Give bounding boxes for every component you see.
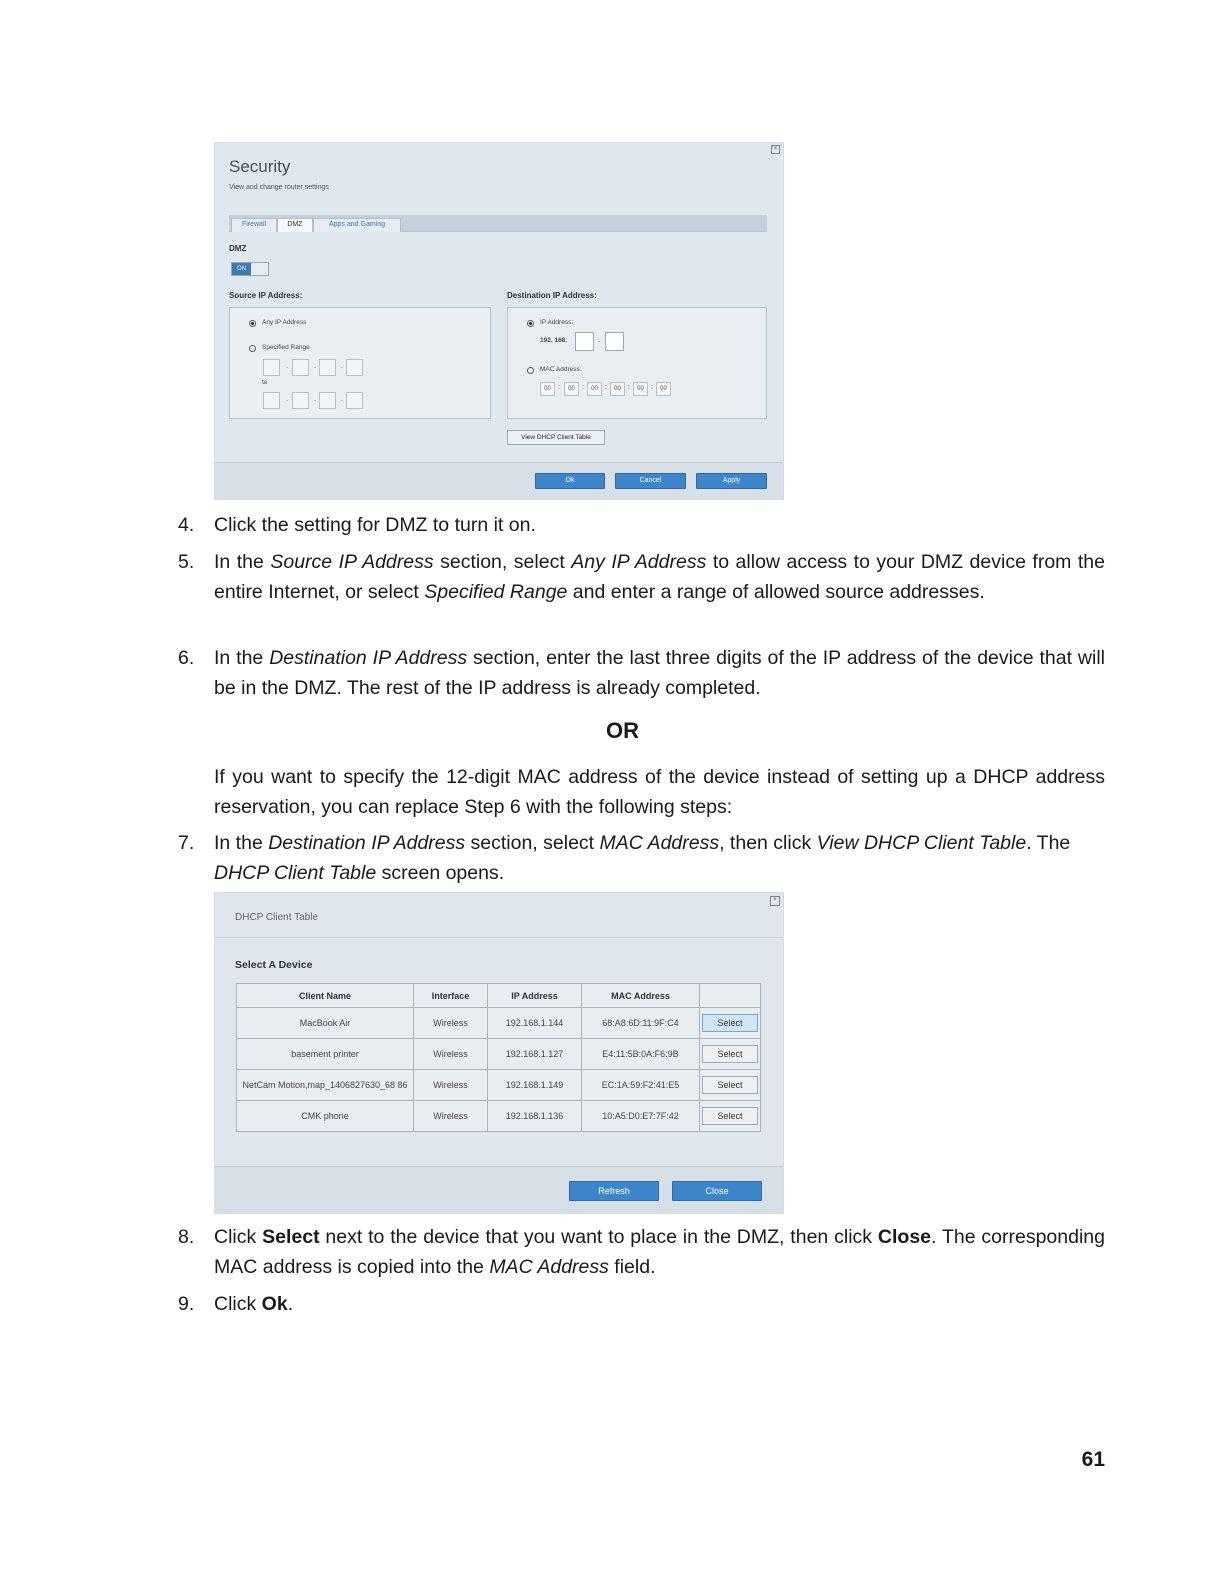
interface: Wireless [414,1008,488,1039]
range-start-octet-1[interactable] [263,359,280,376]
range-start-octet-4[interactable] [346,359,363,376]
step-text: In the Destination IP Address section, select MAC Address, then click View DHCP Client Table. The DHCP Client Table screen opens. [214,832,1071,884]
ip-address-label: IP Address: [540,319,574,326]
client-name: CMK phone [237,1101,414,1132]
step-number: 4. [178,514,195,536]
step-number: 6. [178,647,195,669]
client-name: basement printer [237,1039,414,1070]
mac-address: EC:1A:59:F2:41:E5 [582,1070,700,1101]
interface: Wireless [414,1070,488,1101]
to-label: to [262,379,268,386]
security-dialog-screenshot [214,142,784,500]
step-text: In the Destination IP Address section, enter the last three digits of the IP address of the device that will be in the DMZ. The rest of the IP address is already completed. [214,647,1106,699]
dmz-toggle[interactable] [231,262,269,276]
range-start-octet-3[interactable] [319,359,336,376]
alternative-paragraph: If you want to specify the 12-digit MAC address of the device instead of setting up a DHCP address reservation, you can replace Step 6 with the following steps: [214,766,1105,818]
table-row [237,1101,761,1132]
toggle-on-label: ON [232,263,251,275]
dialog-subtitle: View and change router settings [229,184,329,191]
step-number: 9. [178,1293,195,1315]
any-ip-label: Any IP Address [262,319,307,326]
specified-range-label: Specified Range [262,344,310,351]
select-button[interactable]: Select [702,1107,758,1125]
column-header: IP Address [488,984,582,1008]
select-button[interactable]: Select [702,1014,758,1032]
mac-octet-3[interactable]: 00 [587,382,602,396]
step-number: 7. [178,832,195,854]
destination-ip-panel: IP Address: 192. 168. . MAC Address: 00 : 00 : 00 : 00 : 00 : 00 [507,307,767,419]
step-5 [178,548,1105,607]
tab-bar [229,215,767,232]
step-number: 8. [178,1226,195,1248]
client-table [236,983,761,1132]
range-end-octet-4[interactable] [346,392,363,409]
table-row [237,1008,761,1039]
column-header-empty [700,984,761,1008]
tab-firewall[interactable]: Firewall [231,218,277,232]
dialog-footer [215,1166,783,1213]
mac-octet-5[interactable]: 00 [633,382,648,396]
ip-address: 192.168.1.127 [488,1039,582,1070]
ip-prefix: 192. 168. [540,337,568,344]
step-text: Click Ok. [214,1293,294,1315]
step-7 [178,829,1105,888]
ip-octet-3-input[interactable] [575,332,594,351]
dialog-title: Security [229,157,291,176]
source-ip-heading: Source IP Address: [229,291,303,300]
dialog-title: DHCP Client Table [235,912,319,923]
step-9 [178,1290,1105,1320]
client-name: MacBook Air [237,1008,414,1039]
dialog-footer [215,462,783,499]
range-end-octet-3[interactable] [319,392,336,409]
mac-address: 10:A5:D0:E7:7F:42 [582,1101,700,1132]
close-icon[interactable]: × [771,145,780,154]
mac-address-radio[interactable] [527,367,534,374]
refresh-button[interactable]: Refresh [569,1181,659,1201]
source-ip-panel: Any IP Address Specified Range . . . to . . . [229,307,491,419]
step-text: Click the setting for DMZ to turn it on. [214,514,536,536]
view-dhcp-client-table-button[interactable]: View DHCP Client Table [507,430,605,445]
select-button[interactable]: Select [702,1076,758,1094]
mac-octet-2[interactable]: 00 [564,382,579,396]
close-button[interactable]: Close [672,1181,762,1201]
divider [215,937,783,938]
range-end-octet-2[interactable] [292,392,309,409]
step-text: In the Source IP Address section, select Any IP Address to allow access to your DMZ device from the entire Internet, or select Specified Range and enter a range of allowed source addresses. [214,551,1105,603]
specified-range-radio[interactable] [249,345,256,352]
ip-address: 192.168.1.136 [488,1101,582,1132]
destination-ip-heading: Destination IP Address: [507,291,597,300]
select-device-heading: Select A Device [235,959,313,971]
cancel-button[interactable]: Cancel [615,473,686,489]
table-row [237,1070,761,1101]
mac-address: E4:11:5B:0A:F6:9B [582,1039,700,1070]
page-number: 61 [1081,1448,1105,1471]
interface: Wireless [414,1039,488,1070]
dmz-label: DMZ [229,244,247,253]
mac-octet-6[interactable]: 00 [656,382,671,396]
mac-address-label: MAC Address: [540,366,582,373]
ip-address: 192.168.1.149 [488,1070,582,1101]
column-header: Interface [414,984,488,1008]
close-icon[interactable]: × [770,896,780,906]
mac-octet-1[interactable]: 00 [540,382,555,396]
step-8 [178,1223,1105,1282]
ok-button[interactable]: Ok [535,473,605,489]
or-separator: OR [606,718,639,743]
dhcp-client-table-screenshot [214,892,784,1214]
step-6 [178,644,1105,703]
step-text: Click Select next to the device that you want to place in the DMZ, then click Close. The corresponding MAC address is copied into the MAC Address field. [214,1226,1105,1278]
step-number: 5. [178,551,195,573]
range-start-octet-2[interactable] [292,359,309,376]
column-header: Client Name [237,984,414,1008]
step-4 [178,511,1105,541]
apply-button[interactable]: Apply [696,473,767,489]
mac-address: 68:A8:6D:11:9F:C4 [582,1008,700,1039]
any-ip-radio[interactable] [249,320,256,327]
tab-dmz[interactable]: DMZ [277,218,313,232]
ip-address-radio[interactable] [527,320,534,327]
interface: Wireless [414,1101,488,1132]
select-button[interactable]: Select [702,1045,758,1063]
range-end-octet-1[interactable] [263,392,280,409]
ip-octet-4-input[interactable] [605,332,624,351]
column-header: MAC Address [582,984,700,1008]
tab-apps-and-gaming[interactable]: Apps and Gaming [313,218,401,232]
table-row [237,1039,761,1070]
ip-address: 192.168.1.144 [488,1008,582,1039]
client-name: NetCam Motion,map_1406827630_68 86 [237,1070,414,1101]
mac-octet-4[interactable]: 00 [610,382,625,396]
